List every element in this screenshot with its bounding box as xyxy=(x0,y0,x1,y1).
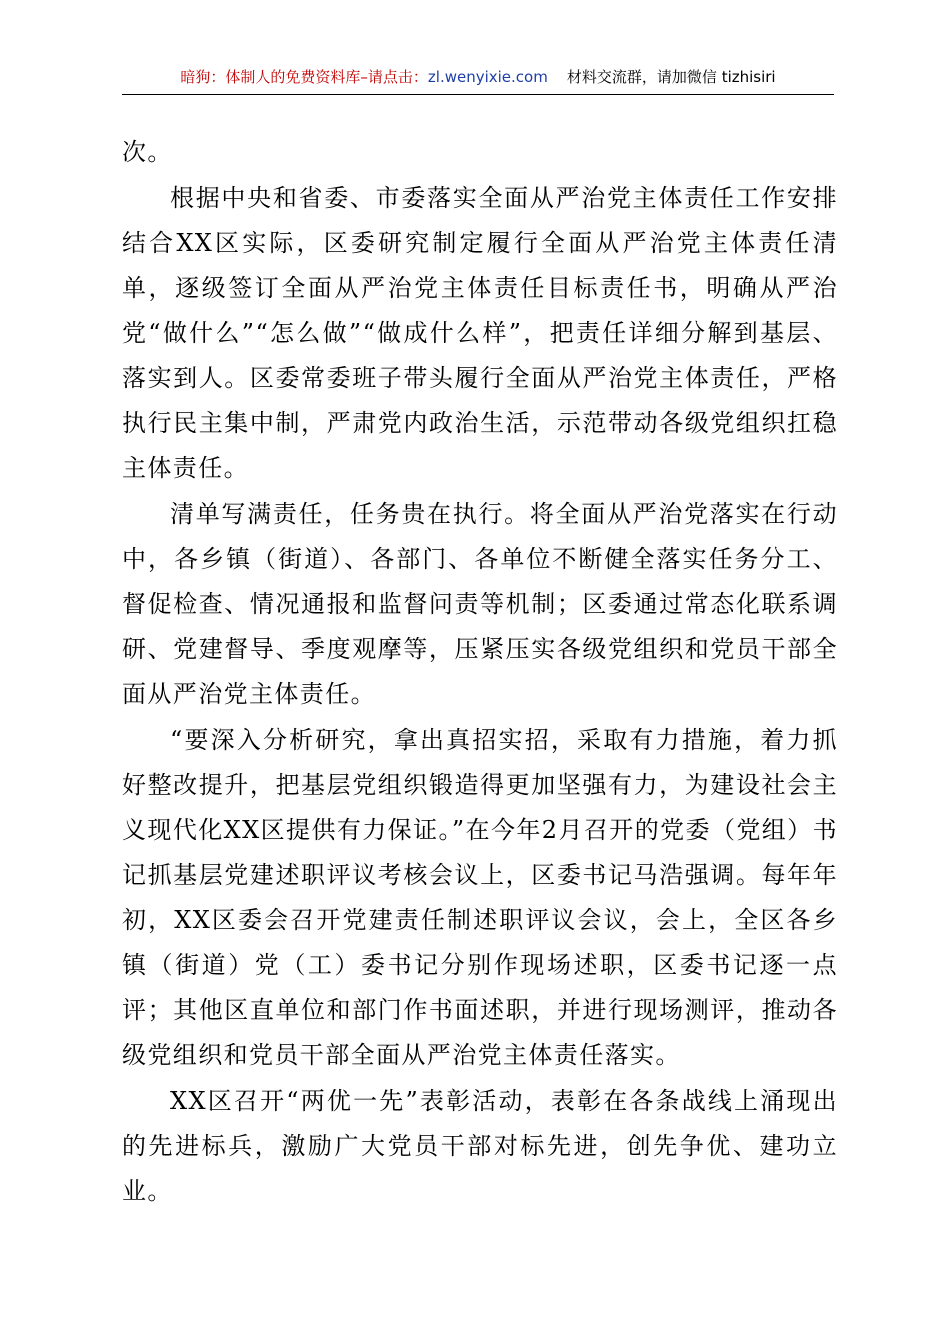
header-prompt: –请点击： xyxy=(360,68,428,86)
paragraph: XX区召开“两优一先”表彰活动，表彰在各条战线上涌现出的先进标兵，激励广大党员干部对标先进，创先争优、建功立业。 xyxy=(122,1087,838,1205)
page-header xyxy=(122,66,834,95)
header-url-link[interactable]: zl.wenyixie.com xyxy=(427,68,548,86)
header-contact: 材料交流群，请加微信 tizhisiri xyxy=(566,68,776,86)
paragraph: “要深入分析研究，拿出真招实招，采取有力措施，着力抓好整改提升，把基层党组织锻造得更加坚强有力，为建设社会主义现代化XX区提供有力保证。”在今年2月召开的党委（党组）书记抓基层党建述职评议考核会议上，区委书记马浩强调。每年年初，XX区委会召开党建责任制述职评议会议，会上，全区各乡镇（街道）党（工）委书记分别作现场述职，区委书记逐一点评；其他区直单位和部门作书面述职，并进行现场测评，推动各级党组织和党员干部全面从严治党主体责任落实。 xyxy=(122,726,838,1069)
document-body xyxy=(122,130,838,1215)
paragraph-continuation: 次。 xyxy=(122,138,173,166)
paragraph: 根据中央和省委、市委落实全面从严治党主体责任工作安排结合XX区实际，区委研究制定履行全面从严治党主体责任清单，逐级签订全面从严治党主体责任目标责任书，明确从严治党“做什么”“怎么做”“做成什么样”，把责任详细分解到基层、落实到人。区委常委班子带头履行全面从严治党主体责任，严格执行民主集中制，严肃党内政治生活，示范带动各级党组织扛稳主体责任。 xyxy=(122,184,838,482)
header-site-name: 暗狗：体制人的免费资料库 xyxy=(180,68,361,86)
paragraph: 清单写满责任，任务贵在执行。将全面从严治党落实在行动中，各乡镇（街道）、各部门、各单位不断健全落实任务分工、督促检查、情况通报和监督问责等机制；区委通过常态化联系调研、党建督导、季度观摩等，压紧压实各级党组织和党员干部全面从严治党主体责任。 xyxy=(122,500,838,708)
